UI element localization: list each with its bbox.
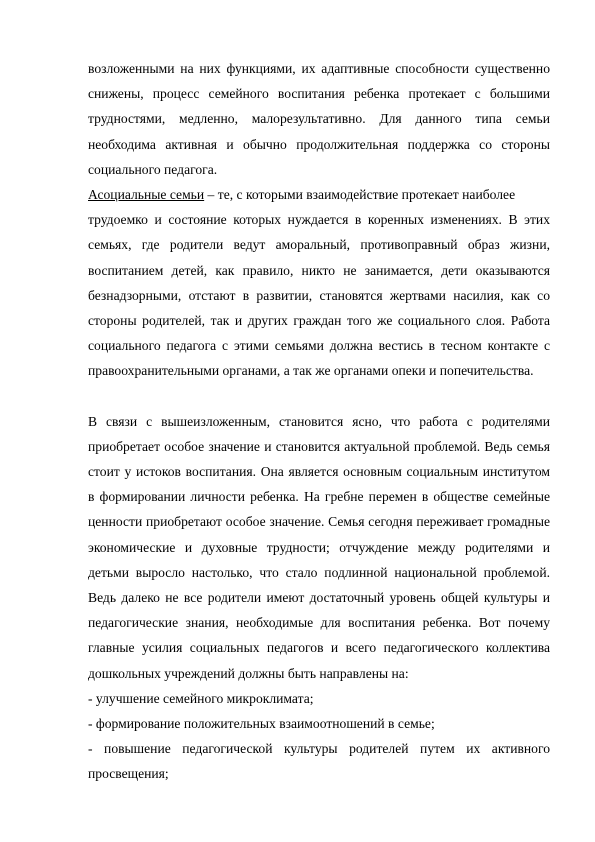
text-line: приобретает особое значение и становится актуальной проблемой. Ведь семья <box>88 438 550 454</box>
document-page <box>88 56 550 786</box>
text-line: просвещения; <box>88 766 169 782</box>
text-line: Ведь далеко не все родители имеют достаточный уровень общей культуры и <box>88 589 550 605</box>
text-line: стороны родителей, так и других граждан того же социального слоя. Работа <box>88 312 550 328</box>
list-item: - формирование положительных взаимоотношений в семье; <box>88 715 435 731</box>
list-item: - улучшение семейного микроклимата; <box>88 690 314 706</box>
text-line: дошкольных учреждений должны быть направлены на: <box>88 665 409 681</box>
text-line: главные усилия социальных педагогов и всего педагогического коллектива <box>88 640 550 656</box>
term-definition: – те, с которыми взаимодействие протекает наиболее <box>204 186 516 202</box>
term-asocial-families: Асоциальные семьи <box>88 186 205 202</box>
text-line: снижены, процесс семейного воспитания ребенка протекает с большими <box>88 86 550 102</box>
text-line: В связи с вышеизложенным, становится ясно, что работа с родителями <box>88 413 550 429</box>
text-line: педагогические знания, необходимые для воспитания ребенка. Вот почему <box>88 615 550 631</box>
text-line: социального педагога. <box>88 161 218 177</box>
paragraph-gap <box>88 383 550 408</box>
text-line: воспитанием детей, как правило, никто не занимается, дети оказываются <box>88 262 550 278</box>
list-item: - повышение педагогической культуры родителей путем их активного <box>88 741 550 757</box>
text-line: необходима активная и обычно продолжительная поддержка со стороны <box>88 136 550 152</box>
text-line: возложенными на них функциями, их адаптивные способности существенно <box>88 61 550 76</box>
text-line <box>88 182 550 207</box>
text-line: ценности приобретают особое значение. Семья сегодня переживает громадные <box>88 514 550 530</box>
text-line: семьях, где родители ведут аморальный, противоправный образ жизни, <box>88 237 550 253</box>
text-line: трудоемко и состояние которых нуждается в коренных изменениях. В этих <box>88 212 550 228</box>
text-line: правоохранительными органами, а так же органами опеки и попечительства. <box>88 363 534 379</box>
text-line: экономические и духовные трудности; отчуждение между родителями и <box>88 539 550 555</box>
text-line: социального педагога с этими семьями должна вестись в тесном контакте с <box>88 338 550 354</box>
text-line: в формировании личности ребенка. На гребне перемен в обществе семейные <box>88 489 550 505</box>
text-line: трудностями, медленно, малорезультативно. Для данного типа семьи <box>88 111 550 127</box>
text-line: безнадзорными, отстают в развитии, становятся жертвами насилия, как со <box>88 287 550 303</box>
text-line: стоит у истоков воспитания. Она является основным социальным институтом <box>88 464 550 479</box>
text-line: детьми выросло настолько, что стало подлинной национальной проблемой. <box>88 564 550 580</box>
